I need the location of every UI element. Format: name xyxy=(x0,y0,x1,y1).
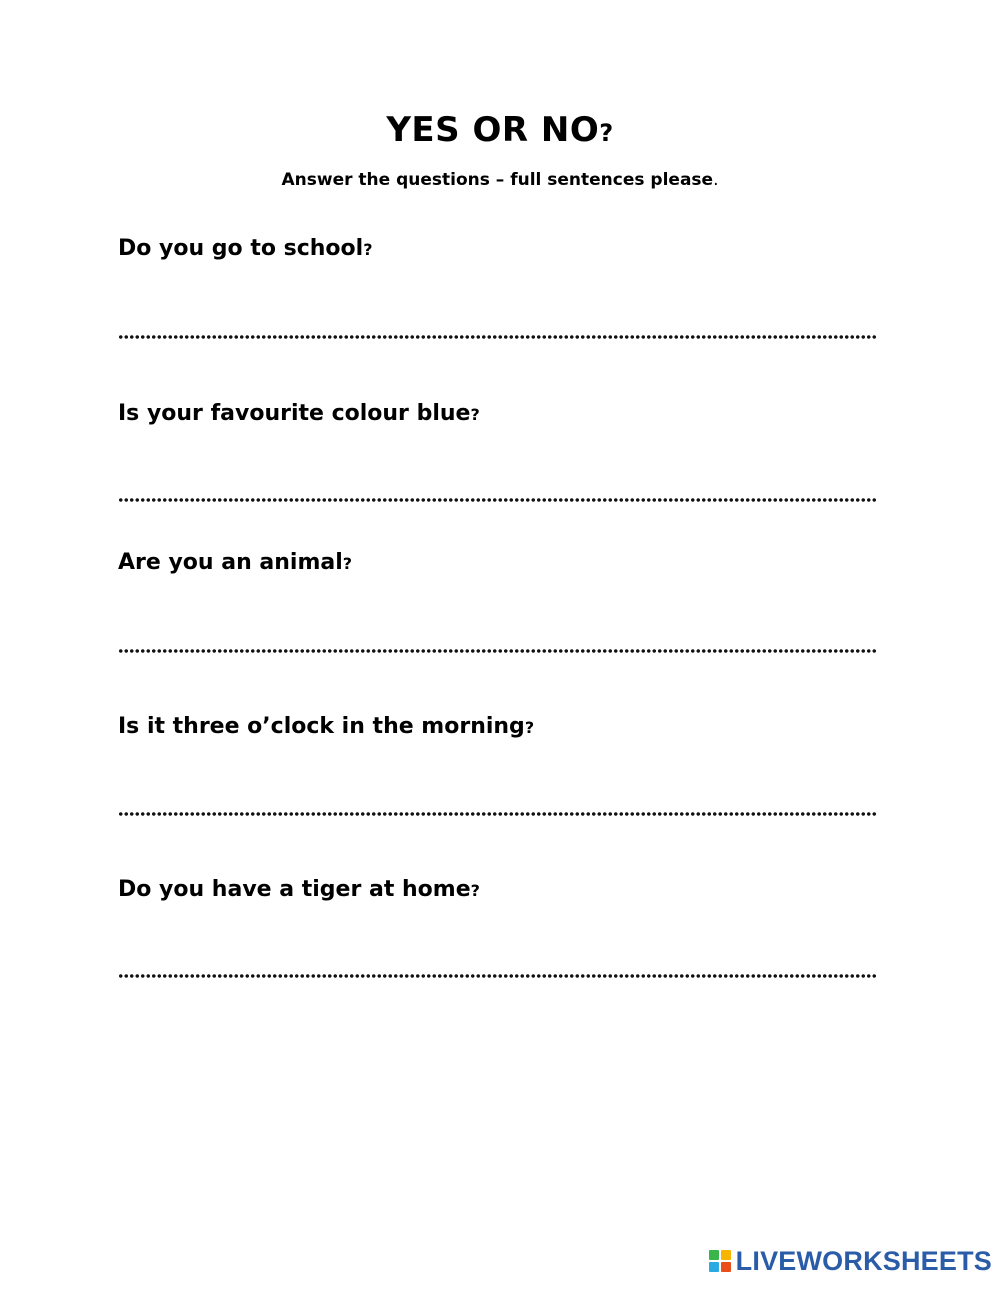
worksheet-instructions xyxy=(0,170,1000,190)
question-1-mark: ? xyxy=(363,240,373,259)
question-5-mark: ? xyxy=(470,881,480,900)
question-4-text: Is it three o’clock in the morning xyxy=(118,714,525,739)
question-3-text: Are you an animal xyxy=(118,550,343,575)
question-4-mark: ? xyxy=(524,718,535,737)
question-5 xyxy=(118,877,480,902)
title-text: YES OR NO xyxy=(386,110,600,150)
answer-line-1[interactable] xyxy=(118,334,876,340)
title-question-mark: ? xyxy=(599,119,614,147)
question-2 xyxy=(118,401,480,426)
answer-line-3[interactable] xyxy=(118,648,876,654)
answer-line-4[interactable] xyxy=(118,811,876,817)
liveworksheets-logo[interactable] xyxy=(709,1247,992,1275)
logo-block-i xyxy=(721,1250,731,1260)
worksheet-title xyxy=(0,110,1000,150)
answer-line-2[interactable] xyxy=(118,497,876,503)
question-1 xyxy=(118,236,372,261)
question-5-text: Do you have a tiger at home xyxy=(118,877,471,902)
question-3 xyxy=(118,550,352,575)
instructions-period: . xyxy=(713,170,719,190)
answer-line-5[interactable] xyxy=(118,973,876,979)
logo-block-v xyxy=(709,1262,719,1272)
question-3-mark: ? xyxy=(342,554,353,573)
question-2-mark: ? xyxy=(470,405,480,424)
question-2-text: Is your favourite colour blue xyxy=(118,401,471,426)
logo-blocks-icon xyxy=(709,1250,731,1272)
question-1-text: Do you go to school xyxy=(118,236,364,261)
logo-block-e xyxy=(721,1262,731,1272)
logo-block-l xyxy=(709,1250,719,1260)
logo-text: LIVEWORKSHEETS xyxy=(735,1245,992,1276)
question-4 xyxy=(118,714,534,739)
instructions-text: Answer the questions – full sentences please xyxy=(281,170,714,190)
